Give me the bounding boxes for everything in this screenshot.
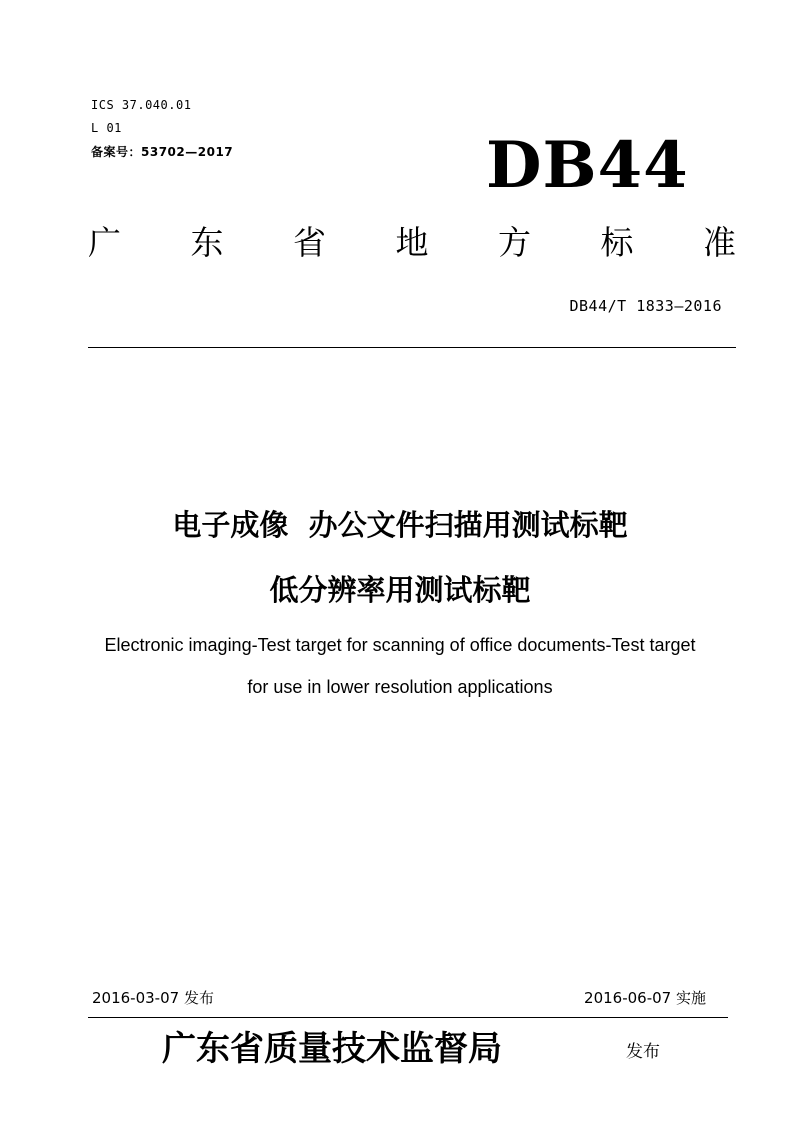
ics-code: ICS 37.040.01 — [91, 98, 192, 112]
issue-date: 2016-03-07 发布 — [92, 989, 214, 1007]
implementation-date: 2016-06-07 实施 — [584, 989, 706, 1007]
standard-type-char: 方 — [498, 223, 531, 262]
standard-type-heading — [88, 221, 736, 265]
standard-type-char: 标 — [600, 223, 634, 262]
header-divider — [88, 347, 736, 348]
standard-type-char: 省 — [293, 223, 326, 262]
standard-logo: DB44 — [486, 128, 689, 203]
standard-type-char: 东 — [190, 223, 224, 262]
standard-number: DB44/T 1833—2016 — [569, 297, 722, 315]
standard-type-char: 地 — [395, 223, 429, 262]
standard-type-char: 广 — [88, 223, 121, 262]
classification-code: L 01 — [91, 121, 122, 135]
title-english-line-1: Electronic imaging-Test target for scanning of office documents-Test target — [104, 635, 696, 655]
title-chinese-line-1: 电子成像 办公文件扫描用测试标靶 — [172, 508, 628, 542]
footer-divider — [88, 1017, 728, 1018]
issuing-authority: 广东省质量技术监督局 — [162, 1029, 502, 1069]
registration-number: 备案号：53702—2017 — [91, 145, 234, 159]
standard-type-char: 准 — [703, 223, 736, 262]
title-chinese-line-2: 低分辨率用测试标靶 — [269, 573, 531, 607]
issuer-action: 发布 — [626, 1042, 660, 1062]
title-english-line-2: for use in lower resolution applications — [247, 677, 553, 697]
